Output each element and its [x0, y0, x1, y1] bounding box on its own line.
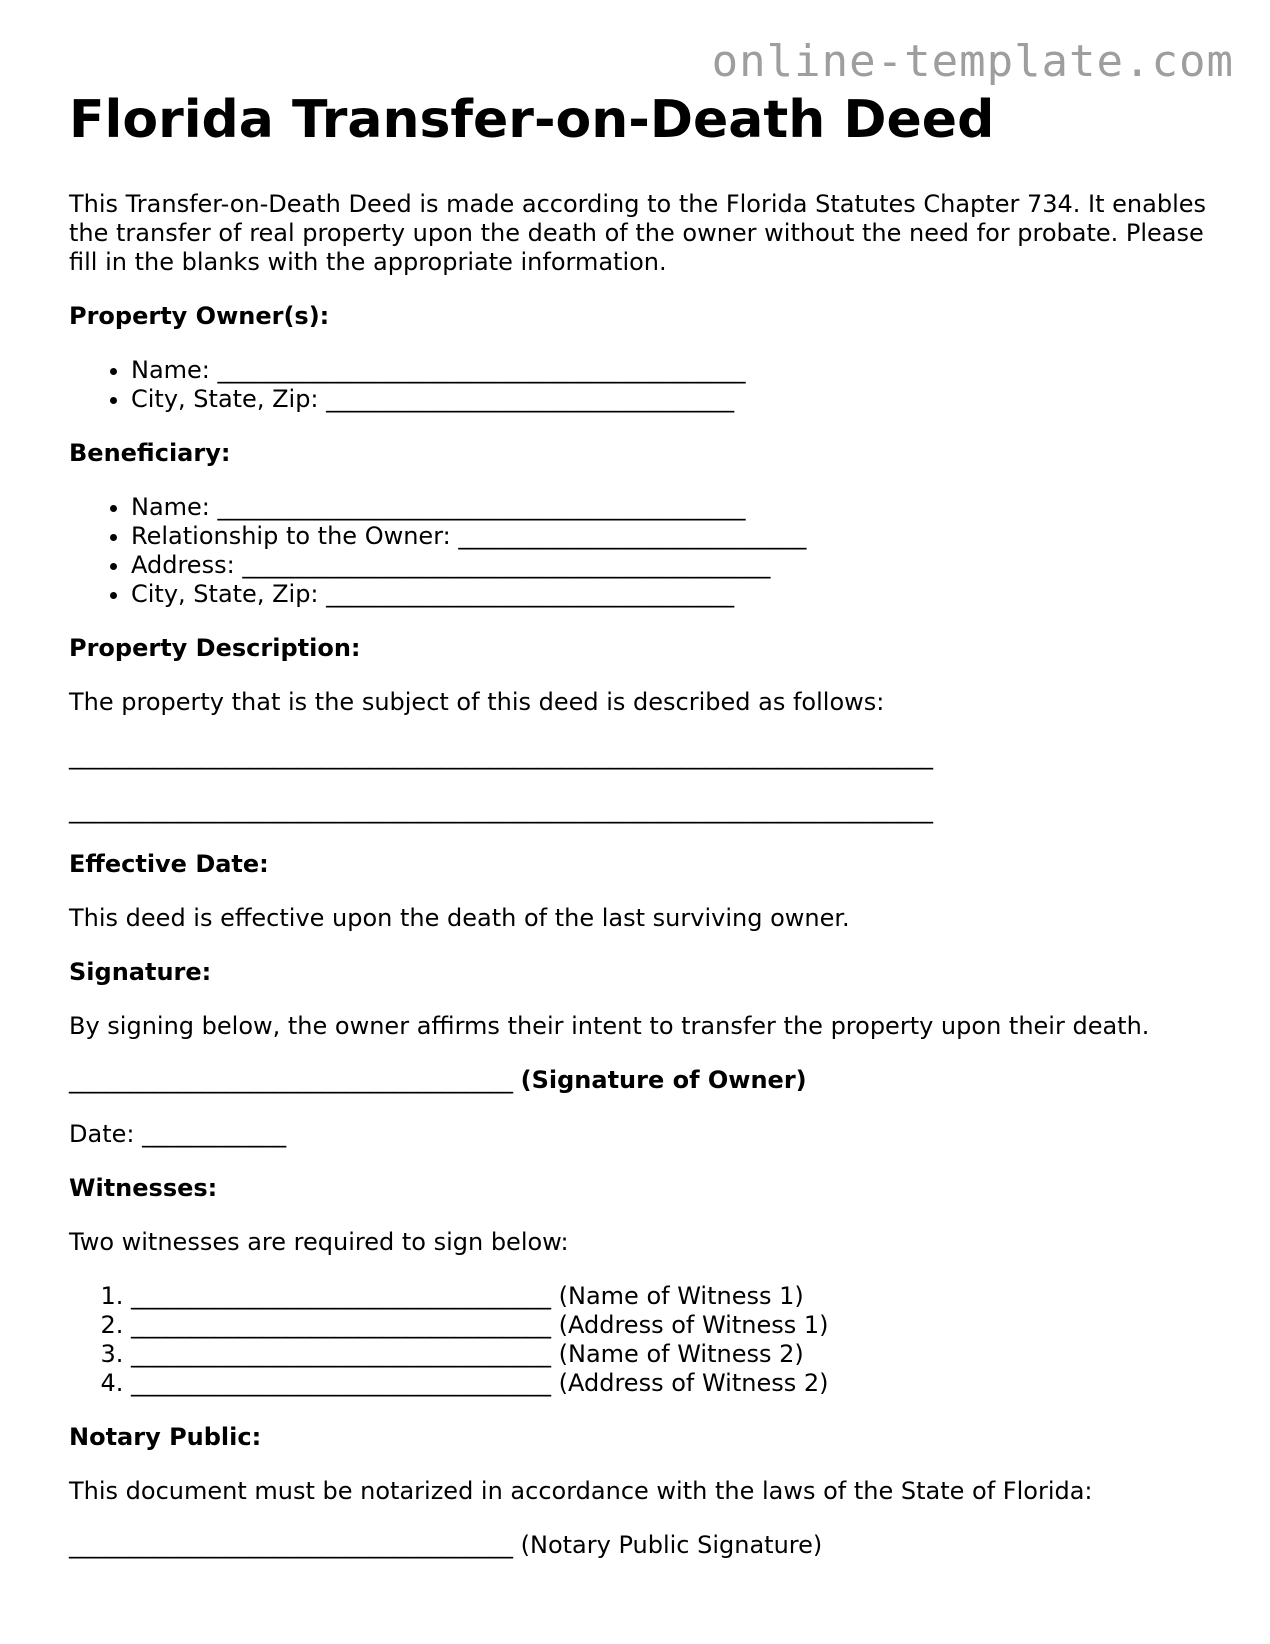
beneficiary-relationship-field[interactable] — [131, 522, 1219, 551]
field-label: Name: — [131, 356, 210, 384]
witness-blank[interactable]: ___________________________________ — [131, 1311, 551, 1339]
property-text: The property that is the subject of this deed is described as follows: — [69, 688, 885, 716]
witness-list — [69, 1282, 1219, 1398]
intro-paragraph: This Transfer-on-Death Deed is made according to the Florida Statutes Chapter 734. It enables the transfer of real property upon the death of the owner without the need for probate. Please fill in the blanks with the appropriate information. — [69, 190, 1206, 276]
owner-signature-row — [69, 1066, 1219, 1095]
field-blank[interactable]: ____________________________________________ — [217, 493, 746, 521]
beneficiary-name-field[interactable] — [131, 493, 1219, 522]
witnesses-heading: Witnesses: — [69, 1174, 218, 1202]
field-label: Address: — [131, 551, 235, 579]
field-blank[interactable]: __________________________________ — [326, 580, 735, 608]
notary-signature-label: (Notary Public Signature) — [520, 1531, 823, 1559]
witness-item[interactable] — [131, 1311, 1219, 1340]
field-blank[interactable]: _____________________________ — [458, 522, 807, 550]
field-label: City, State, Zip: — [131, 385, 319, 413]
date-blank[interactable]: ____________ — [142, 1120, 287, 1148]
witness-blank[interactable]: ___________________________________ — [131, 1369, 551, 1397]
field-label: Name: — [131, 493, 210, 521]
witness-item[interactable] — [131, 1340, 1219, 1369]
property-line-1[interactable]: ________________________________________________________________________ — [69, 742, 933, 770]
witness-label: (Name of Witness 1) — [558, 1282, 804, 1310]
field-blank[interactable]: ____________________________________________ — [242, 551, 771, 579]
owner-signature-line[interactable]: _____________________________________ — [69, 1066, 513, 1094]
watermark: online-template.com — [711, 36, 1234, 87]
owner-signature-label: (Signature of Owner) — [520, 1066, 807, 1094]
field-blank[interactable]: __________________________________ — [326, 385, 735, 413]
beneficiary-fields — [69, 493, 1219, 609]
document-page — [69, 88, 1219, 1560]
notary-heading: Notary Public: — [69, 1423, 262, 1451]
signature-heading: Signature: — [69, 958, 212, 986]
witness-item[interactable] — [131, 1369, 1219, 1398]
beneficiary-city-field[interactable] — [131, 580, 1219, 609]
notary-text: This document must be notarized in accordance with the laws of the State of Florida: — [69, 1477, 1093, 1505]
effective-text: This deed is effective upon the death of the last surviving owner. — [69, 904, 850, 932]
witness-item[interactable] — [131, 1282, 1219, 1311]
date-label: Date: — [69, 1120, 135, 1148]
property-heading: Property Description: — [69, 634, 361, 662]
beneficiary-heading: Beneficiary: — [69, 439, 231, 467]
document-title: Florida Transfer-on-Death Deed — [69, 90, 995, 150]
witnesses-text: Two witnesses are required to sign below: — [69, 1228, 569, 1256]
date-row — [69, 1120, 1219, 1149]
owner-city-field[interactable] — [131, 385, 1219, 414]
field-label: City, State, Zip: — [131, 580, 319, 608]
owner-fields — [69, 356, 1219, 414]
witness-label: (Address of Witness 2) — [558, 1369, 829, 1397]
field-label: Relationship to the Owner: — [131, 522, 451, 550]
effective-heading: Effective Date: — [69, 850, 269, 878]
signature-text: By signing below, the owner affirms their intent to transfer the property upon their death. — [69, 1012, 1150, 1040]
witness-label: (Address of Witness 1) — [558, 1311, 829, 1339]
witness-blank[interactable]: ___________________________________ — [131, 1340, 551, 1368]
property-line-2[interactable]: ________________________________________________________________________ — [69, 796, 933, 824]
witness-blank[interactable]: ___________________________________ — [131, 1282, 551, 1310]
witness-label: (Name of Witness 2) — [558, 1340, 804, 1368]
beneficiary-address-field[interactable] — [131, 551, 1219, 580]
notary-signature-line[interactable]: _____________________________________ — [69, 1531, 513, 1559]
owner-name-field[interactable] — [131, 356, 1219, 385]
owner-heading: Property Owner(s): — [69, 302, 330, 330]
notary-signature-row — [69, 1531, 1219, 1560]
field-blank[interactable]: ____________________________________________ — [217, 356, 746, 384]
